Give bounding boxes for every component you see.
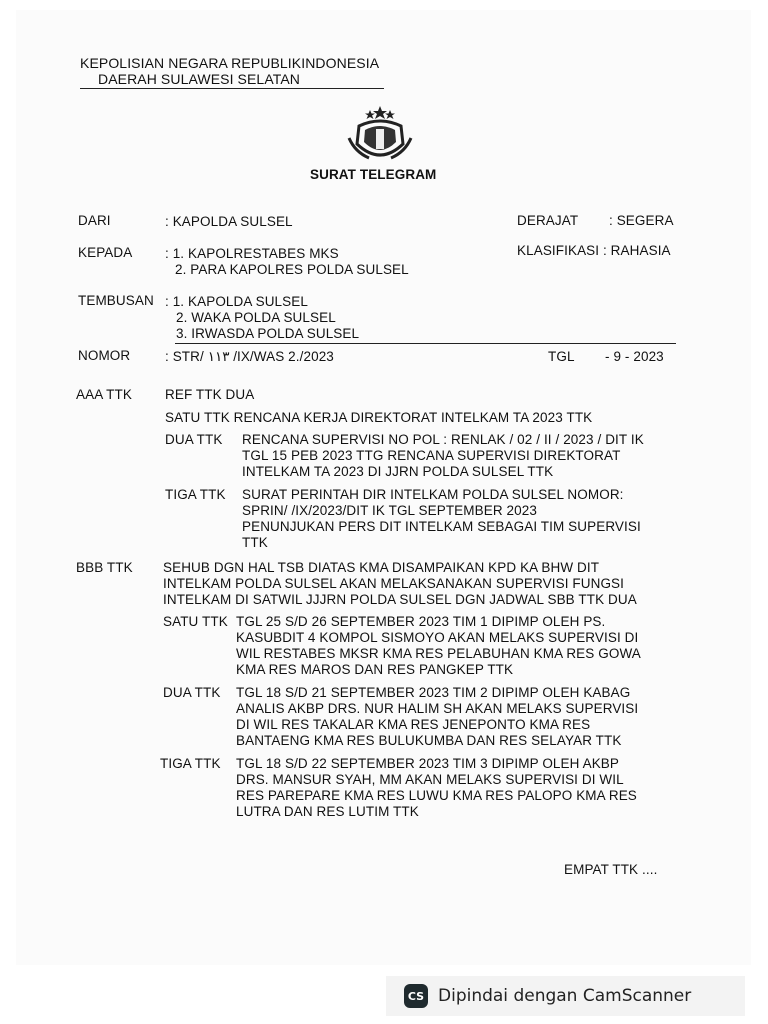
bbb-dua-line-2: ANALIS AKBP DRS. NUR HALIM SH AKAN MELAKS SUPERVISI [236, 701, 639, 716]
separator-line [175, 343, 676, 344]
derajat-label: DERAJAT [517, 213, 579, 228]
nomor-value: : STR/ ١١٣ /IX/WAS 2./2023 [165, 349, 334, 364]
continuation-marker: EMPAT TTK .... [564, 862, 658, 877]
kepada-label: KEPADA [78, 245, 133, 260]
aaa-satu: SATU TTK RENCANA KERJA DIREKTORAT INTELKAM TA 2023 TTK [165, 410, 593, 425]
header-underline [80, 88, 384, 89]
bbb-dua-line-1: TGL 18 S/D 21 SEPTEMBER 2023 TIM 2 DIPIMP OLEH KABAG [236, 685, 631, 700]
aaa-dua-line-2: TGL 15 PEB 2023 TTG RENCANA SUPERVISI DIREKTORAT [242, 448, 621, 463]
dari-value: : KAPOLDA SULSEL [165, 214, 293, 229]
bbb-dua-lead: DUA TTK [163, 685, 221, 700]
org-region: DAERAH SULAWESI SELATAN [98, 71, 300, 87]
bbb-tiga-line-4: LUTRA DAN RES LUTIM TTK [236, 804, 419, 819]
aaa-tiga-lead: TIGA TTK [165, 487, 226, 502]
camscanner-logo-icon: CS [404, 984, 428, 1008]
org-name: KEPOLISIAN NEGARA REPUBLIKINDONESIA [80, 55, 380, 71]
tembusan-item-2: 2. WAKA POLDA SULSEL [176, 310, 336, 325]
kepada-item-1: : 1. KAPOLRESTABES MKS [165, 246, 339, 261]
bbb-tiga-line-3: RES PAREPARE KMA RES LUWU KMA RES PALOPO KMA RES [236, 788, 637, 803]
document-title: SURAT TELEGRAM [310, 167, 437, 182]
aaa-tiga-line-3: PENUNJUKAN PERS DIT INTELKAM SEBAGAI TIM SUPERVISI [242, 519, 641, 534]
camscanner-text: Dipindai dengan CamScanner [438, 986, 692, 1006]
aaa-dua-line-3: INTELKAM TA 2023 DI JJRN POLDA SULSEL TTK [242, 464, 554, 479]
tembusan-item-3: 3. IRWASDA POLDA SULSEL [176, 326, 360, 341]
bbb-tiga-line-1: TGL 18 S/D 22 SEPTEMBER 2023 TIM 3 DIPIMP OLEH AKBP [236, 756, 620, 771]
tembusan-label: TEMBUSAN [78, 293, 154, 308]
tgl-label: TGL [548, 349, 575, 364]
derajat-value: : SEGERA [609, 213, 674, 228]
aaa-tiga-line-2: SPRIN/ /IX/2023/DIT IK TGL SEPTEMBER 2023 [242, 503, 537, 518]
aaa-dua-lead: DUA TTK [165, 432, 223, 447]
nomor-label: NOMOR [78, 348, 131, 363]
tgl-value: - 9 - 2023 [605, 349, 664, 364]
bbb-line-3: INTELKAM DI SATWIL JJJRN POLDA SULSEL DGN JADWAL SBB TTK DUA [163, 592, 637, 607]
aaa-tiga-line-1: SURAT PERINTAH DIR INTELKAM POLDA SULSEL NOMOR: [242, 487, 624, 502]
aaa-ref: REF TTK DUA [165, 387, 255, 402]
aaa-dua-line-1: RENCANA SUPERVISI NO POL : RENLAK / 02 / II / 2023 / DIT IK [242, 432, 644, 447]
bbb-dua-line-4: BANTAENG KMA RES BULUKUMBA DAN RES SELAYAR TTK [236, 733, 622, 748]
aaa-tiga-line-4: TTK [242, 535, 268, 550]
aaa-label: AAA TTK [76, 387, 132, 402]
bbb-tiga-line-2: DRS. MANSUR SYAH, MM AKAN MELAKS SUPERVISI DI WIL [236, 772, 624, 787]
dari-label: DARI [78, 213, 111, 228]
bbb-satu-lead: SATU TTK [163, 614, 228, 629]
camscanner-watermark [386, 976, 745, 1016]
bbb-line-2: INTELKAM POLDA SULSEL AKAN MELAKSANAKAN SUPERVISI FUNGSI [163, 576, 625, 591]
bbb-label: BBB TTK [76, 560, 133, 575]
bbb-satu-line-1: TGL 25 S/D 26 SEPTEMBER 2023 TIM 1 DIPIMP OLEH PS. [236, 614, 606, 629]
tembusan-item-1: : 1. KAPOLDA SULSEL [165, 294, 308, 309]
bbb-dua-line-3: DI WIL RES TAKALAR KMA RES JENEPONTO KMA RES [236, 717, 591, 732]
bbb-line-1: SEHUB DGN HAL TSB DIATAS KMA DISAMPAIKAN KPD KA BHW DIT [163, 560, 600, 575]
kepada-item-2: 2. PARA KAPOLRES POLDA SULSEL [175, 262, 409, 277]
bbb-satu-line-2: KASUBDIT 4 KOMPOL SISMOYO AKAN MELAKS SUPERVISI DI [236, 630, 639, 645]
police-emblem-icon [345, 104, 415, 166]
klasifikasi: KLASIFIKASI : RAHASIA [517, 243, 671, 258]
bbb-satu-line-4: KMA RES MAROS DAN RES PANGKEP TTK [236, 662, 514, 677]
bbb-satu-line-3: WIL RESTABES MKSR KMA RES PELABUHAN KMA RES GOWA [236, 646, 641, 661]
bbb-tiga-lead: TIGA TTK [160, 756, 221, 771]
